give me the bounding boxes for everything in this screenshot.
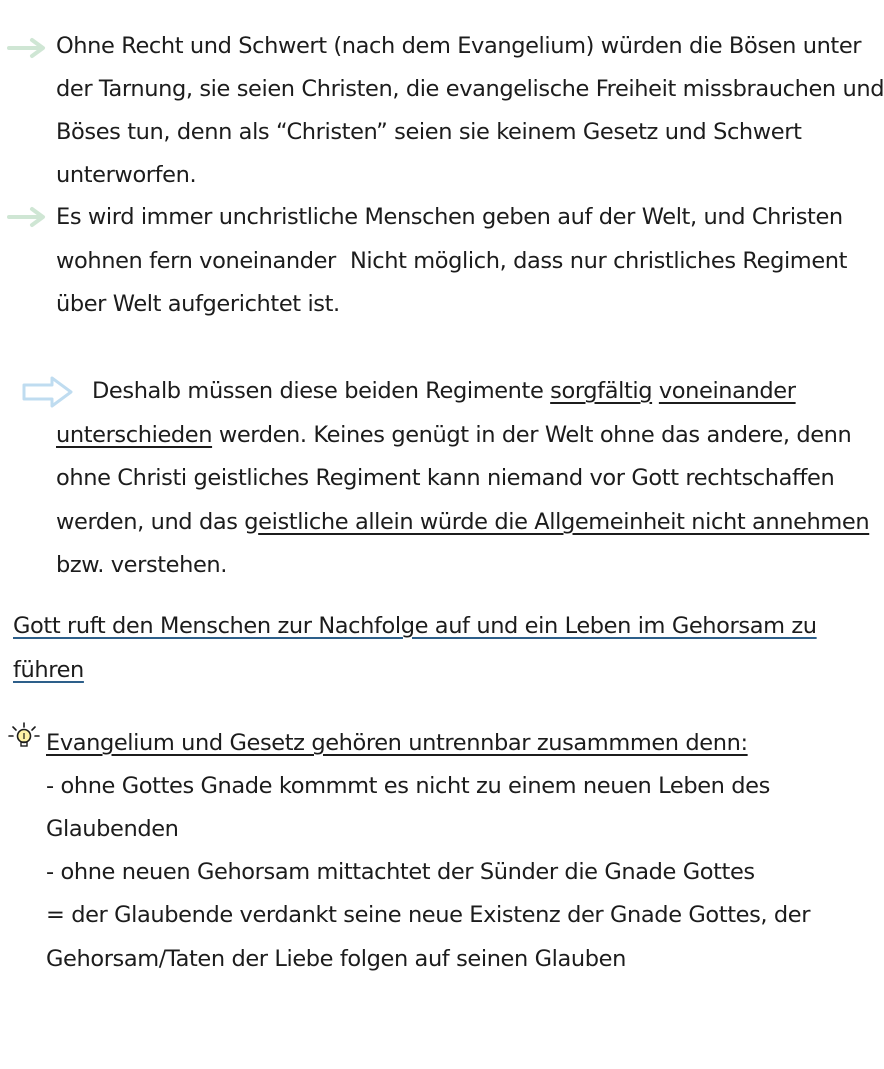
text-line	[56, 422, 851, 448]
text-span	[652, 378, 659, 404]
text-span: werden, und das g	[56, 509, 259, 535]
arrow-right-icon	[6, 36, 48, 60]
list-item: - ohne Gottes Gnade kommmt es nicht zu einem neuen Leben des	[46, 773, 770, 799]
text-span: werden. Keines genügt in der Welt ohne das andere, denn	[212, 422, 852, 448]
text-line: wohnen fern voneinander	[56, 248, 336, 274]
list-item: Glaubenden	[46, 816, 179, 842]
section-statement: Gott ruft den Menschen zur Nachfolge auf und ein Leben im Gehorsam zu	[13, 613, 817, 639]
text-line: Es wird immer unchristliche Menschen geben auf der Welt, und Christen	[56, 204, 843, 230]
section-statement: führen	[13, 657, 84, 683]
lightbulb-icon	[4, 721, 46, 751]
text-line	[56, 509, 869, 535]
list-item: Gehorsam/Taten der Liebe folgen auf seinen Glauben	[46, 946, 626, 972]
text-line: über Welt aufgerichtet ist.	[56, 291, 340, 317]
arrow-right-icon	[6, 205, 48, 229]
double-arrow-right-icon	[20, 374, 76, 410]
underlined-word: sorgfältig	[550, 378, 653, 404]
text-line: ohne Christi geistliches Regiment kann niemand vor Gott rechtschaffen	[56, 465, 835, 491]
text-line: der Tarnung, sie seien Christen, die evangelische Freiheit missbrauchen und	[56, 76, 884, 102]
list-item: = der Glaubende verdankt seine neue Existenz der Gnade Gottes, der	[46, 902, 811, 928]
text-line	[92, 378, 796, 404]
text-span: Deshalb müssen diese beiden Regimente	[92, 378, 551, 404]
text-line: Ohne Recht und Schwert (nach dem Evangelium) würden die Bösen unter	[56, 33, 862, 59]
text-line: unterworfen.	[56, 162, 197, 188]
underlined-word: voneinander	[658, 378, 796, 404]
section-heading: Evangelium und Gesetz gehören untrennbar zusammmen denn:	[46, 730, 748, 756]
underlined-phrase: eistliche allein würde die All	[258, 509, 561, 535]
text-line: Nicht möglich, dass nur christliches Regiment	[350, 248, 848, 274]
text-line: Böses tun, denn als “Christen” seien sie keinem Gesetz und Schwert	[56, 119, 802, 145]
list-item: - ohne neuen Gehorsam mittachtet der Sünder die Gnade Gottes	[46, 859, 755, 885]
text-line: bzw. verstehen.	[56, 552, 228, 578]
underlined-phrase: gemeinheit nicht annehmen	[560, 509, 870, 535]
underlined-word: unterschieden	[56, 422, 213, 448]
